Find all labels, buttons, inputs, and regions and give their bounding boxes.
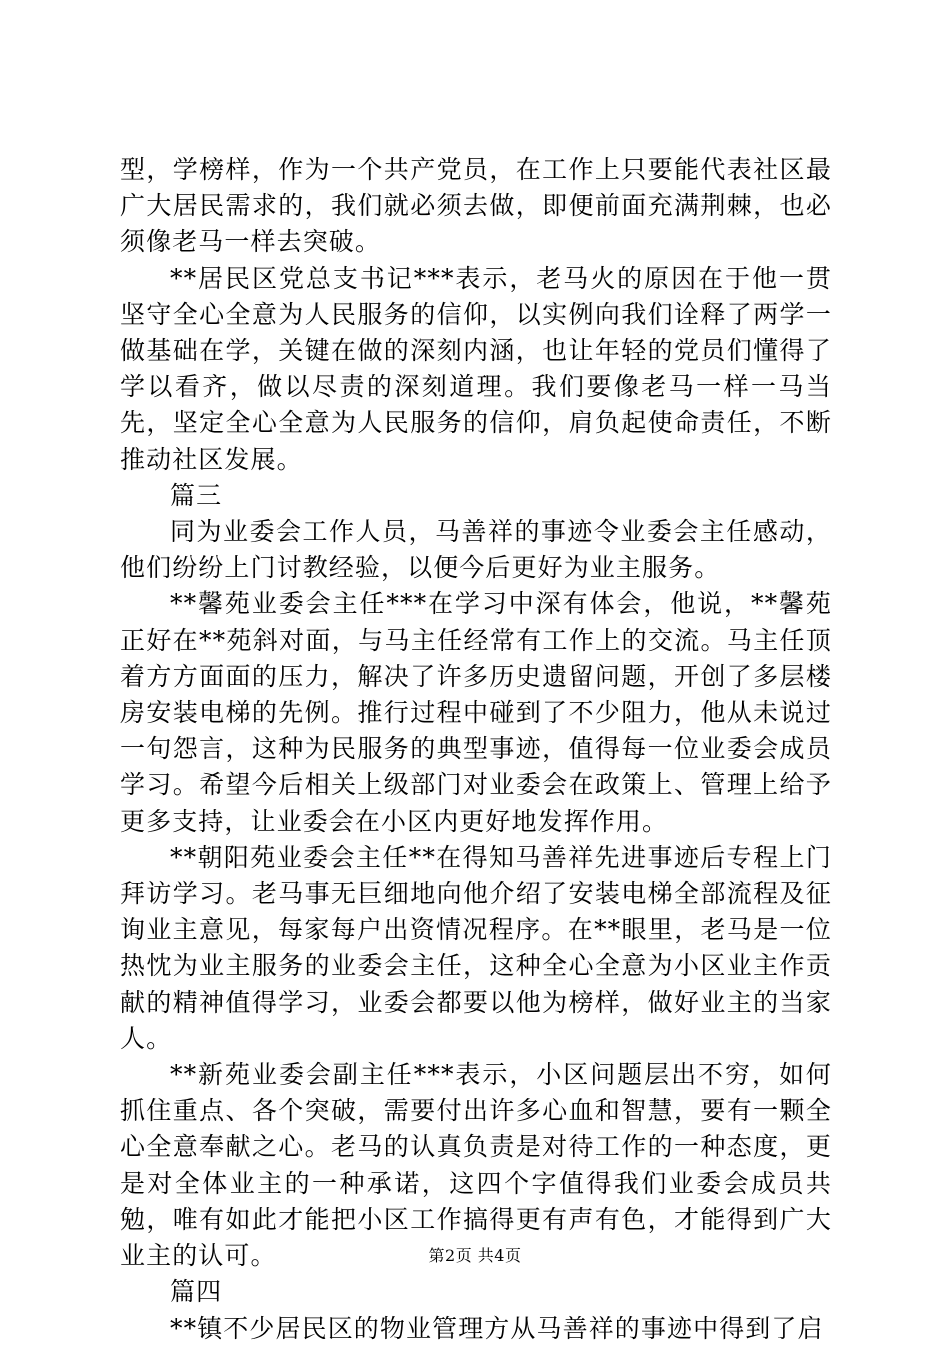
- page-footer: 第2页 共4页: [428, 1246, 522, 1265]
- document-body: [120, 152, 832, 1347]
- section-heading: 篇四: [170, 1277, 223, 1307]
- paragraph: 同为业委会工作人员，马善祥的事迹令业委会主任感动，他们纷纷上门讨教经验，以便今后更好为业主服务。: [120, 517, 832, 583]
- paragraph: **朝阳苑业委会主任**在得知马善祥先进事迹后专程上门拜访学习。老马事无巨细地向他介绍了安装电梯全部流程及征询业主意见，每家每户出资情况程序。在**眼里，老马是一位热忱为业主服务的业委会主任，这种全心全意为小区业主作贡献的精神值得学习，业委会都要以他为榜样，做好业主的当家人。: [120, 842, 832, 1053]
- paragraph: **居民区党总支书记***表示，老马火的原因在于他一贯坚守全心全意为人民服务的信仰，以实例向我们诠释了两学一做基础在学，关键在做的深刻内涵，也让年轻的党员们懂得了学以看齐，做以尽责的深刻道理。我们要像老马一样一马当先，坚定全心全意为人民服务的信仰，肩负起使命责任，不断推动社区发展。: [120, 263, 832, 474]
- paragraph: 型，学榜样，作为一个共产党员，在工作上只要能代表社区最广大居民需求的，我们就必须去做，即便前面充满荆棘，也必须像老马一样去突破。: [120, 155, 832, 257]
- paragraph: **镇不少居民区的物业管理方从马善祥的事迹中得到了启: [170, 1313, 824, 1343]
- paragraph: **新苑业委会副主任***表示，小区问题层出不穷，如何抓住重点、各个突破，需要付出许多心血和智慧，要有一颗全心全意奉献之心。老马的认真负责是对待工作的一种态度，更是对全体业主的一种承诺，这四个字值得我们业委会成员共勉，唯有如此才能把小区工作搞得更有声有色，才能得到广大业主的认可。: [120, 1060, 832, 1271]
- section-heading: 篇三: [170, 480, 223, 510]
- paragraph: **馨苑业委会主任***在学习中深有体会，他说，**馨苑正好在**苑斜对面，与马主任经常有工作上的交流。马主任顶着方方面面的压力，解决了许多历史遗留问题，开创了多层楼房安装电梯的先例。推行过程中碰到了不少阻力，他从未说过一句怨言，这种为民服务的典型事迹，值得每一位业委会成员学习。希望今后相关上级部门对业委会在政策上、管理上给予更多支持，让业委会在小区内更好地发挥作用。: [120, 589, 832, 836]
